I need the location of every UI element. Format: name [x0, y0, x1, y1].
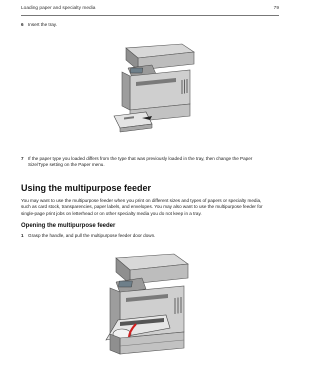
paragraph-line: single-page print jobs on letterhead or on other specialty media you do not keep in a tray. [21, 210, 202, 216]
paragraph-line: such as card stock, transparencies, paper labels, and envelopes. You may also want to use the multipurpose feeder for [21, 204, 263, 210]
page-header [21, 5, 279, 16]
section-paragraph [21, 198, 279, 217]
step-text: Grasp the handle, and pull the multipurpose feeder door down. [28, 233, 156, 238]
step-number: 7 [21, 156, 24, 161]
step-number: 1 [21, 233, 24, 238]
paragraph-line: You may want to use the multipurpose feeder when you print on different sizes and types of papers or specialty media, [21, 198, 262, 203]
step-text: Insert the tray. [28, 22, 58, 27]
step-number: 6 [21, 22, 24, 27]
step-text-line-2: Size/Type setting on the Paper menu. [28, 162, 105, 167]
printer-open-mp-feeder-illustration [96, 248, 200, 372]
printer-insert-tray-illustration [112, 38, 202, 134]
page-number: 79 [273, 6, 279, 11]
section-heading: Using the multipurpose feeder [21, 183, 152, 193]
step-7 [21, 156, 279, 169]
step-text-line-1: If the paper type you loaded differs from the type that was previously loaded in the tray, then change the Paper [28, 156, 253, 161]
header-title: Loading paper and specialty media [21, 6, 96, 11]
step-1 [21, 233, 279, 240]
subsection-heading: Opening the multipurpose feeder [21, 223, 116, 229]
step-6 [21, 22, 279, 29]
